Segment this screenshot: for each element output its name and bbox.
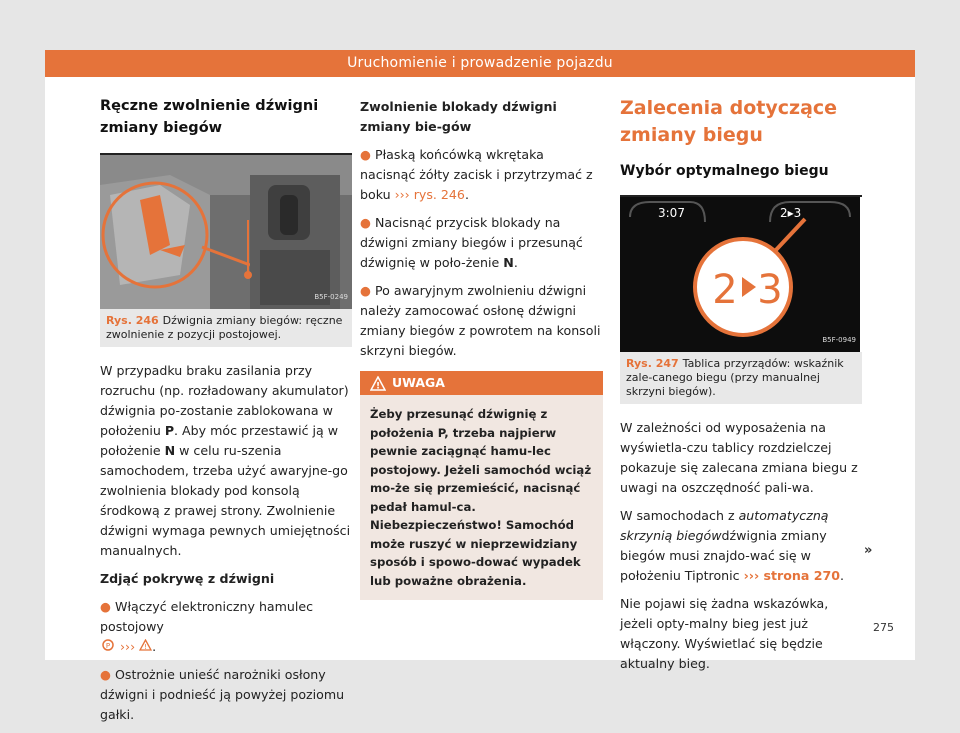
gear-n: N xyxy=(164,443,176,458)
continued-marker: » xyxy=(864,543,873,558)
parking-brake-icon xyxy=(100,639,116,654)
warning-body: Żeby przesunąć dźwignię z położenia P, trzeba najpierw pewnie zaciągnąć hamu-lec postojowy. Jeżeli samochód wciąż mo-że się przemieścić, nacisnąć pedał hamul-ca. Niebezpieczeństwo! Samochód może ruszyć w nieprzewidziany sposób i spowo-dować wypadek lub poważne obrażenia. xyxy=(360,395,603,600)
punct: . xyxy=(464,187,469,202)
bullet-dot: ● xyxy=(100,667,115,682)
gear-n: N xyxy=(503,255,514,270)
page-number: 275 xyxy=(873,621,894,634)
bullet-dot: ● xyxy=(100,599,115,614)
bullet-text: Włączyć elektroniczny hamulec postojowy xyxy=(100,599,314,634)
gear-p: P xyxy=(164,423,175,438)
bullet-screwdriver xyxy=(360,145,603,205)
para-text: W samochodach z xyxy=(620,508,739,523)
bullet-text: Ostrożnie unieść narożniki osłony dźwigni i podnieść ją powyżej poziomu gałki. xyxy=(100,667,345,722)
warning-triangle-icon xyxy=(370,375,386,399)
bullet-dot: ● xyxy=(360,147,375,162)
section-title-gear-recommendation: Zalecenia dotyczące zmiany biegu xyxy=(620,97,838,146)
figure-reference-link[interactable]: ››› rys. 246 xyxy=(394,187,465,202)
bullet-lift-cover xyxy=(100,665,352,725)
figure-247-image xyxy=(620,197,860,352)
column-2 xyxy=(360,97,603,600)
bullet-refit-cover xyxy=(360,281,603,361)
figure-247-caption xyxy=(620,352,862,404)
section-title-manual-release: Ręczne zwolnienie dźwigni zmiany biegów xyxy=(100,98,319,136)
bullet-press-button xyxy=(360,213,603,273)
page-reference-link[interactable]: ››› strona 270 xyxy=(743,568,841,583)
instrument-cluster-illustration xyxy=(620,197,860,352)
caption-text: Tablica przyrządów: wskaźnik zale-canego biegu (przy manualnej skrzyni biegów). xyxy=(626,357,844,398)
para-text: w celu ru-szenia samochodem, trzeba użyć awaryjne-go zwolnienia blokady pod konsolą środkową z prawej strony. Zwolnienie dźwigni wymaga pewnych umiejętności manualnych. xyxy=(100,443,351,558)
subtitle-optimal-gear: Wybór optymalnego biegu xyxy=(620,163,829,179)
cross-ref: ››› xyxy=(116,639,136,654)
warning-triangle-icon xyxy=(139,639,152,654)
bullet-text: Płaską końcówką wkrętaka nacisnąć żółty zacisk i przytrzymać z boku xyxy=(360,147,593,202)
para-text: . Aby móc przestawić ją w położenie xyxy=(100,423,339,458)
gear-to-digit: 3 xyxy=(757,267,783,313)
figure-246-caption xyxy=(100,309,352,347)
punct: . xyxy=(840,568,845,583)
warning-title: UWAGA xyxy=(392,375,445,390)
bullet-dot: ● xyxy=(360,283,375,298)
bullet-dot: ● xyxy=(360,215,375,230)
para-text: dźwignia zmiany biegów musi znajdo-wać się w położeniu Tiptronic xyxy=(620,528,827,583)
cluster-gear-indicator: 2▸3 xyxy=(780,206,802,220)
subheading-remove-cover: Zdjąć pokrywę z dźwigni xyxy=(100,571,275,586)
running-header: Uruchomienie i prowadzenie pojazdu xyxy=(45,50,915,77)
paragraph-automatic xyxy=(620,506,862,586)
warning-header xyxy=(360,371,603,395)
bullet-parking-brake: ● Włączyć elektroniczny hamulec postojowy P ››› ! . xyxy=(100,599,314,654)
figure-code: B5F-0249 xyxy=(314,293,348,301)
figure-number: Rys. 246 xyxy=(106,314,159,327)
figure-number: Rys. 247 xyxy=(626,357,679,370)
caption-text: Dźwignia zmiany biegów: ręczne zwolnienie z pozycji postojowej. xyxy=(106,314,343,341)
svg-text:!: ! xyxy=(144,643,148,651)
cluster-clock: 3:07 xyxy=(658,206,685,220)
subheading-release-lock: Zwolnienie blokady dźwigni zmiany bie-gów xyxy=(360,99,557,134)
gear-from-digit: 2 xyxy=(712,267,738,313)
emphasis: automatyczną skrzynią biegów xyxy=(620,508,829,543)
gear-lever-illustration xyxy=(100,155,352,309)
column-1 xyxy=(100,95,352,733)
paragraph-recommendation: W zależności od wyposażenia na wyświetla-czu tablicy rozdzielczej pokazuje się zalecana zmiana biegu z uwagi na oszczędność pali-wa. xyxy=(620,420,858,495)
paragraph-power-failure xyxy=(100,361,352,561)
svg-text:P: P xyxy=(105,642,111,650)
bullet-text: Po awaryjnym zwolnieniu dźwigni należy zamocować osłonę dźwigni zmiany biegów z powrotem na konsoli skrzyni biegów. xyxy=(360,283,601,358)
paragraph-no-hint: Nie pojawi się żadna wskazówka, jeżeli opty-malny bieg jest już włączony. Wyświetlać się będzie aktualny bieg. xyxy=(620,596,829,671)
para-text: W przypadku braku zasilania przy rozruchu (np. rozładowany akumulator) dźwignia po-zostanie zablokowana w położeniu xyxy=(100,363,349,438)
figure-code: B5F-0949 xyxy=(822,336,856,344)
bullet-text: Nacisnąć przycisk blokady na dźwigni zmiany biegów i przesunąć dźwignię w poło-żenie xyxy=(360,215,583,270)
figure-246-image xyxy=(100,155,352,309)
svg-text:!: ! xyxy=(375,381,381,391)
column-3 xyxy=(620,95,862,682)
punct: . xyxy=(513,255,518,270)
